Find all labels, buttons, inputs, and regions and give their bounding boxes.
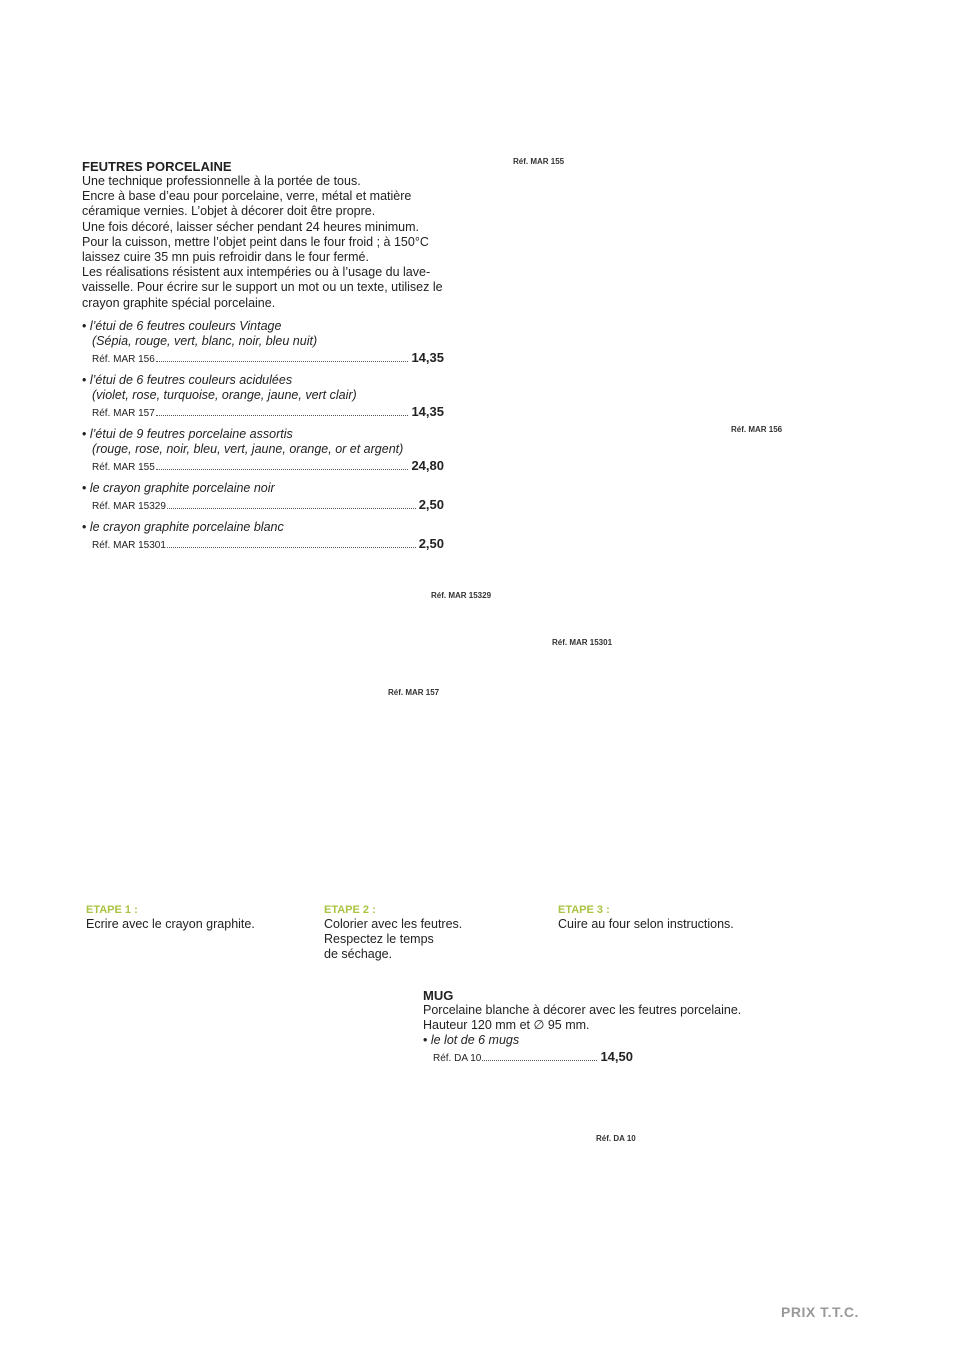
item-name: • l’étui de 6 feutres couleurs Vintage <box>82 319 444 334</box>
list-item <box>82 319 444 365</box>
caption-mar-157: Réf. MAR 157 <box>388 688 440 697</box>
item-name: • l’étui de 9 feutres porcelaine assortis <box>82 427 444 442</box>
step-2 <box>324 904 544 962</box>
caption-da-10: Réf. DA 10 <box>596 1134 636 1143</box>
item-price: 14,50 <box>600 1049 633 1065</box>
item-price: 2,50 <box>418 535 444 551</box>
mug-title: MUG <box>423 988 454 1003</box>
feutres-section <box>82 159 444 551</box>
price-line <box>82 536 444 551</box>
item-price: 14,35 <box>411 349 444 365</box>
list-item <box>82 427 444 473</box>
list-item <box>82 373 444 419</box>
step-text: Colorier avec les feutres. Respectez le temps de séchage. <box>324 917 463 961</box>
price-line <box>82 458 444 473</box>
item-colors: (violet, rose, turquoise, orange, jaune, vert clair) <box>92 387 357 402</box>
feutres-item-list <box>82 319 444 551</box>
feutres-description: Une technique professionnelle à la portée de tous. Encre à base d’eau pour porcelaine, verre, métal et matière céramique vernies. L’objet à décorer doit être propre. Une fois décoré, laisser sécher pendant 24 heures minimum. Pour la cuisson, mettre l’objet peint dans le four froid ; à 150°C laissez cuire 35 mn puis refroidir dans le four fermé. Les réalisations résistent aux intempéries ou à l’usage du lave-vaisselle. Pour écrire sur le support un mot ou un texte, utilisez le crayon graphite spécial porcelaine. <box>82 174 443 310</box>
item-name: • le crayon graphite porcelaine noir <box>82 481 444 496</box>
caption-mar-15329: Réf. MAR 15329 <box>431 591 492 600</box>
item-ref: Réf. MAR 15301 <box>92 539 166 551</box>
feutres-title: FEUTRES PORCELAINE <box>82 159 232 174</box>
item-price: 14,35 <box>411 403 444 419</box>
item-price: 2,50 <box>418 496 444 512</box>
step-label: ETAPE 1 : <box>86 904 138 916</box>
leader-dots <box>156 469 409 470</box>
mug-section <box>423 988 783 1064</box>
item-ref: Réf. MAR 157 <box>92 407 155 419</box>
step-text: Ecrire avec le crayon graphite. <box>86 917 255 931</box>
footer-prix-ttc: PRIX T.T.C. <box>781 1304 859 1320</box>
mug-item <box>423 1033 633 1064</box>
step-1 <box>86 904 306 932</box>
mug-description: Porcelaine blanche à décorer avec les feutres porcelaine. Hauteur 120 mm et ∅ 95 mm. <box>423 1003 742 1033</box>
price-line <box>82 497 444 512</box>
list-item <box>82 520 444 551</box>
price-line <box>423 1049 633 1064</box>
step-label: ETAPE 3 : <box>558 904 610 916</box>
item-ref: Réf. MAR 156 <box>92 353 155 365</box>
price-line <box>82 350 444 365</box>
item-ref: Réf. MAR 155 <box>92 461 155 473</box>
list-item <box>82 481 444 512</box>
step-3 <box>558 904 788 932</box>
item-ref: Réf. MAR 15329 <box>92 500 166 512</box>
item-name: • l’étui de 6 feutres couleurs acidulées <box>82 373 444 388</box>
caption-mar-155: Réf. MAR 155 <box>513 157 565 166</box>
item-price: 24,80 <box>411 457 444 473</box>
item-colors: (Sépia, rouge, vert, blanc, noir, bleu nuit) <box>92 333 318 348</box>
item-colors: (rouge, rose, noir, bleu, vert, jaune, orange, or et argent) <box>92 441 404 456</box>
caption-mar-15301: Réf. MAR 15301 <box>552 638 613 647</box>
item-name: • le crayon graphite porcelaine blanc <box>82 520 444 535</box>
leader-dots <box>482 1060 597 1061</box>
item-ref: Réf. DA 10 <box>433 1053 482 1065</box>
price-line <box>82 404 444 419</box>
step-text: Cuire au four selon instructions. <box>558 917 734 931</box>
step-label: ETAPE 2 : <box>324 904 376 916</box>
caption-mar-156: Réf. MAR 156 <box>731 425 783 434</box>
leader-dots <box>156 415 409 416</box>
leader-dots <box>156 361 409 362</box>
leader-dots <box>167 508 416 509</box>
item-name: • le lot de 6 mugs <box>423 1033 633 1048</box>
leader-dots <box>167 547 416 548</box>
